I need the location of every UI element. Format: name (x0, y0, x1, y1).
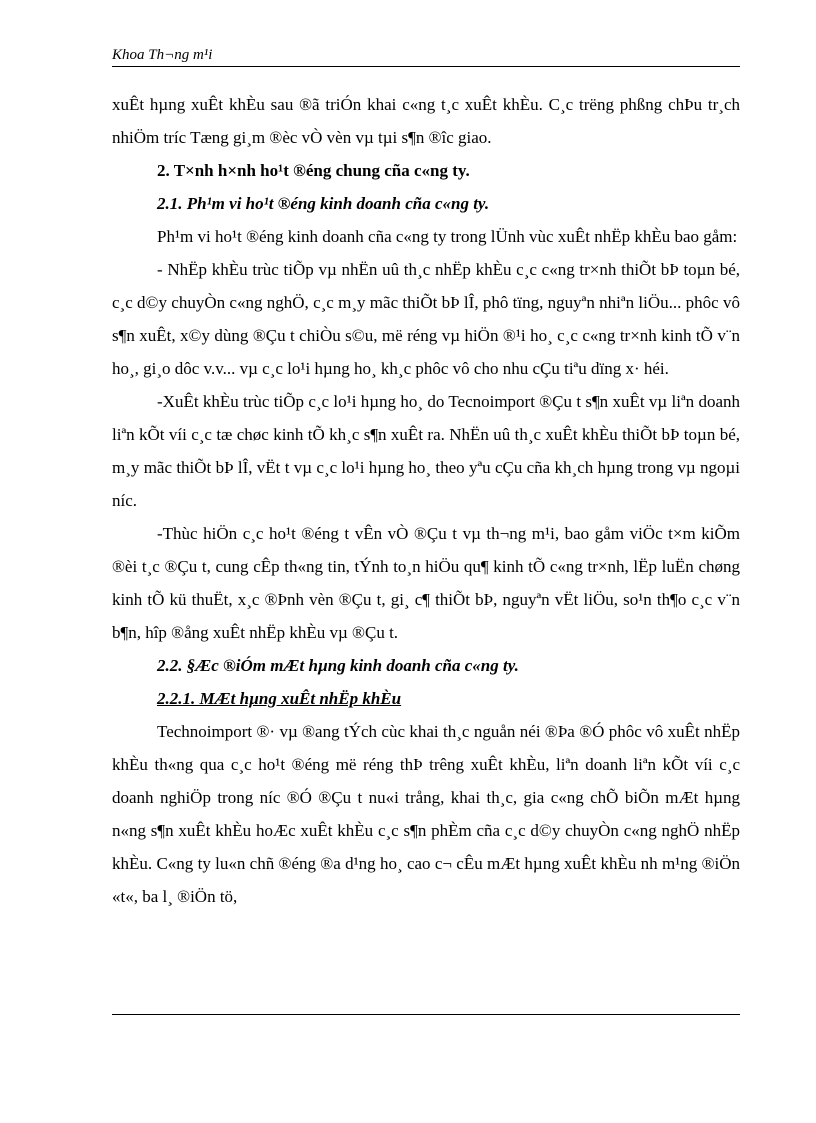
section-heading: 2. T×nh h×nh ho¹t ®éng chung cña c«ng ty. (157, 161, 470, 180)
subsection-heading: 2.1. Ph¹m vi ho¹t ®éng kinh doanh cña c«ng ty. (157, 194, 490, 213)
list-item-paragraph: -XuÊt khÈu trùc tiÕp c¸c lo¹i hµng ho¸ do Tecnoimport ®Çu t s¶n xuÊt vµ liªn doanh liªn kÕt víi c¸c tæ chøc kinh tÕ kh¸c s¶n xuÊt ra. NhËn uû th¸c xuÊt khÈu thiÕt bÞ toµn bé, m¸y mãc thiÕt bÞ lÎ, vËt t vµ c¸c lo¹i hµng ho¸ theo yªu cÇu cña kh¸ch hµng trong vµ ngoµi níc. (112, 392, 740, 510)
list-item-paragraph: - NhËp khÈu trùc tiÕp vµ nhËn uû th¸c nhËp khÈu c¸c c«ng tr×nh thiÕt bÞ toµn bé, c¸c d©y chuyÒn c«ng nghÖ, c¸c m¸y mãc thiÕt bÞ lÎ, phô tïng, nguyªn nhiªn liÖu... phôc vô s¶n xuÊt, x©y dùng ®Çu t chiÒu s©u, më réng vµ hiÖn ®¹i ho¸ c¸c c«ng tr×nh kinh tÕ v¨n ho¸, gi¸o dôc v.v... vµ c¸c lo¹i hµng ho¸ kh¸c phôc vô cho nhu cÇu tiªu dïng x· héi. (112, 260, 740, 378)
sub-subsection-heading: 2.2.1. MÆt hµng xuÊt nhËp khÈu (157, 689, 402, 708)
header-title: Khoa Th¬ng m¹i (112, 47, 213, 63)
document-body (112, 88, 740, 913)
subsection-heading: 2.2. §Æc ®iÓm mÆt hµng kinh doanh cña c«ng ty. (157, 656, 519, 675)
body-paragraph: xuÊt hµng xuÊt khÈu sau ®ã triÓn khai c«ng t¸c xuÊt khÈu. C¸c trëng phßng chÞu tr¸ch nhiÖm tríc Tæng gi¸m ®èc vÒ vèn vµ tµi s¶n ®îc giao. (112, 95, 740, 147)
footer-rule (112, 1014, 740, 1015)
body-paragraph: Ph¹m vi ho¹t ®éng kinh doanh cña c«ng ty trong lÜnh vùc xuÊt nhËp khÈu bao gåm: (157, 227, 738, 246)
list-item-paragraph: -Thùc hiÖn c¸c ho¹t ®éng t vÊn vÒ ®Çu t vµ th¬ng m¹i, bao gåm viÖc t×m kiÕm ®èi t¸c ®Çu t, cung cÊp th«ng tin, tÝnh to¸n hiÖu qu¶ kinh tÕ c«ng tr×nh, lËp luËn chøng kinh tÕ kü thuËt, x¸c ®Þnh vèn ®Çu t, gi¸ c¶ thiÕt bÞ, nguyªn vËt liÖu, so¹n th¶o c¸c v¨n b¶n, hîp ®ång xuÊt nhËp khÈu vµ ®Çu t. (112, 524, 740, 642)
body-paragraph: Technoimport ®· vµ ®ang tÝch cùc khai th¸c nguån néi ®Þa ®Ó phôc vô xuÊt nhËp khÈu th«ng qua c¸c ho¹t ®éng më réng thÞ trêng xuÊt khÈu, liªn doanh liªn kÕt víi c¸c doanh nghiÖp trong níc ®Ó ®Çu t nu«i trång, khai th¸c, gia c«ng chÕ biÕn mÆt hµng n«ng s¶n xuÊt khÈu hoÆc xuÊt khÈu c¸c s¶n phÈm cña c¸c d©y chuyÒn c«ng nghÖ nhËp khÈu. C«ng ty lu«n chñ ®éng ®a d¹ng ho¸ cao c¬ cÊu mÆt hµng xuÊt khÈu nh m¹ng ®iÖn «t«, ba l¸ ®iÖn tö, (112, 722, 740, 906)
page-header (112, 46, 740, 67)
